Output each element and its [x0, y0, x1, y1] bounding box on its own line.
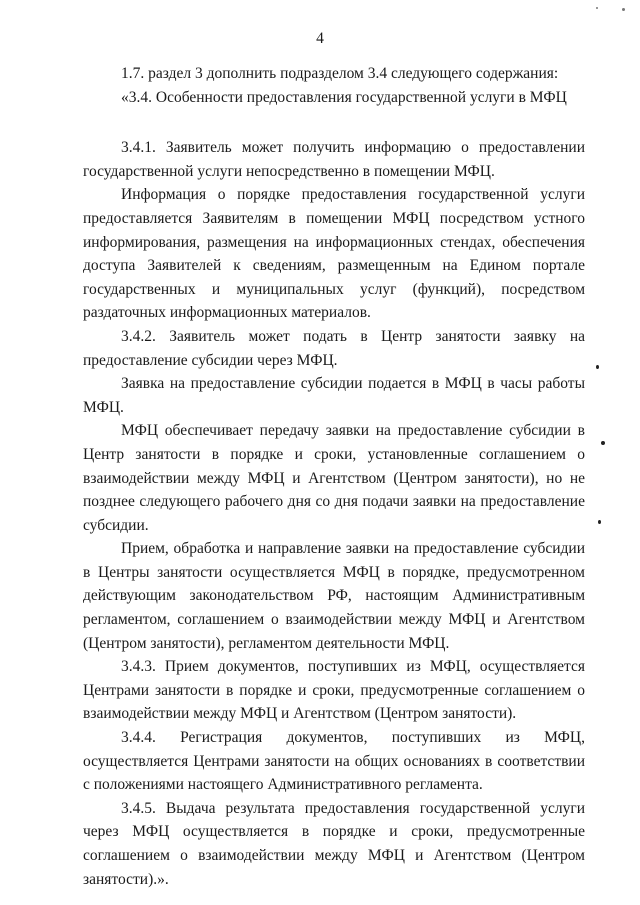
paragraph-info-order: Информация о порядке предоставления государственной услуги предоставляется Заявителям в помещении МФЦ посредством устного информирования, размещения на информационных стендах, обеспечения доступа Заявителей к сведениям, размещенным на Едином портале государственных и муниципальных услуг (функций), посредством раздаточных информационных материалов.: [83, 186, 585, 322]
scan-dot: [596, 7, 598, 9]
scan-dot: [598, 520, 601, 524]
scan-dot: [601, 441, 605, 445]
section-title: «3.4. Особенности предоставления государственной услуги в МФЦ: [121, 88, 567, 106]
amendment-heading: 1.7. раздел 3 дополнить подразделом 3.4 следующего содержания:: [121, 65, 559, 82]
scan-dot: [596, 365, 599, 369]
paragraph-processing: Прием, обработка и направление заявки на предоставление субсидии в Центры занятости осуществляется МФЦ в порядке, предусмотренном действующим законодательством РФ, настоящим Административным регламентом, соглашением о взаимодействии между МФЦ и Агентством (Центром занятости), регламентом деятельности МФЦ.: [83, 540, 585, 652]
document-body: [83, 62, 585, 891]
paragraph-application-hours: Заявка на предоставление субсидии подается в МФЦ в часы работы МФЦ.: [83, 375, 585, 416]
page-number: 4: [316, 30, 324, 47]
paragraph-transfer: МФЦ обеспечивает передачу заявки на предоставление субсидии в Центр занятости в порядке и сроки, установленные соглашением о взаимодействии между МФЦ и Агентством (Центром занятости), но не позднее следующего рабочего дня со дня подачи заявки на предоставление субсидии.: [83, 422, 585, 534]
paragraph-3-4-2: 3.4.2. Заявитель может подать в Центр занятости заявку на предоставление субсидии через МФЦ.: [83, 327, 585, 369]
scan-dot: [622, 8, 625, 11]
paragraph-3-4-5: 3.4.5. Выдача результата предоставления государственной услуги через МФЦ осуществляется в порядке и сроки, предусмотренные соглашением о взаимодействии между МФЦ и Агентством (Центром занятости).».: [83, 799, 585, 888]
paragraph-3-4-4: 3.4.4. Регистрация документов, поступивших из МФЦ, осуществляется Центрами занятости на общих основаниях в соответствии с положениями настоящего Административного регламента.: [83, 729, 585, 794]
paragraph-3-4-3: 3.4.3. Прием документов, поступивших из МФЦ, осуществляется Центрами занятости в порядке и сроки, предусмотренные соглашением о взаимодействии между МФЦ и Агентством (Центром занятости).: [83, 658, 585, 723]
paragraph-3-4-1: 3.4.1. Заявитель может получить информацию о предоставлении государственной услуги непосредственно в помещении МФЦ.: [83, 139, 585, 180]
